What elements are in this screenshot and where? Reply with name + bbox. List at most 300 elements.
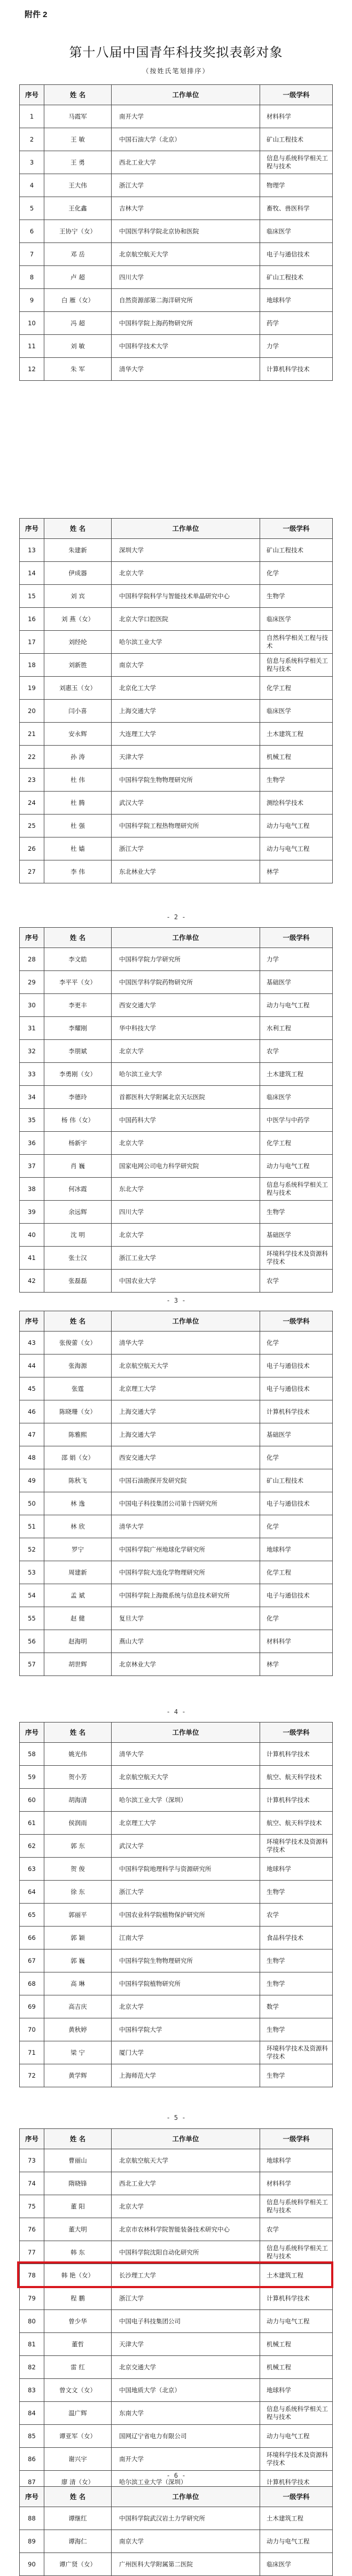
header-org: 工作单位 xyxy=(112,2487,260,2507)
row-number: 54 xyxy=(20,1584,44,1607)
person-name: 张磊磊 xyxy=(44,1270,112,1293)
work-unit: 西北工业大学 xyxy=(112,151,260,174)
table-row xyxy=(20,1607,333,1630)
person-name: 李文皓 xyxy=(44,948,112,971)
work-unit: 浙江大学 xyxy=(112,2287,260,2310)
table-row xyxy=(20,1377,333,1400)
row-number: 68 xyxy=(20,1972,44,1995)
work-unit: 浙江工业大学 xyxy=(112,1247,260,1270)
work-unit: 北京交通大学 xyxy=(112,2356,260,2379)
table-row xyxy=(20,312,333,335)
work-unit: 中国科学院科学与智能技术单晶研究中心 xyxy=(112,585,260,608)
work-unit: 中国科学院广州地球化学研究所 xyxy=(112,1538,260,1561)
work-unit: 西北工业大学 xyxy=(112,2172,260,2195)
person-name: 李勇刚（女） xyxy=(44,1063,112,1086)
discipline: 环境科学技术及资源科学技术 xyxy=(260,1835,333,1858)
table-row xyxy=(20,266,333,289)
person-name: 王 勇 xyxy=(44,151,112,174)
work-unit: 北京航空航天大学 xyxy=(112,1766,260,1789)
work-unit: 厦门大学 xyxy=(112,2041,260,2064)
work-unit: 国网辽宁省电力有限公司 xyxy=(112,2425,260,2448)
row-number: 21 xyxy=(20,723,44,746)
person-name: 谭广贤（女） xyxy=(44,2553,112,2576)
person-name: 董哲 xyxy=(44,2333,112,2356)
table-row xyxy=(20,1132,333,1155)
row-number: 2 xyxy=(20,128,44,151)
person-name: 高吉庆 xyxy=(44,1995,112,2018)
person-name: 谭亚军（女） xyxy=(44,2425,112,2448)
table-row xyxy=(20,2018,333,2041)
work-unit: 中国科学院大连化学物理研究所 xyxy=(112,1561,260,1584)
person-name: 张海源 xyxy=(44,1354,112,1377)
discipline: 电子与通信技术 xyxy=(260,1354,333,1377)
table-row xyxy=(20,1584,333,1607)
row-number: 63 xyxy=(20,1858,44,1881)
table-row xyxy=(20,197,333,220)
table-row xyxy=(20,1446,333,1469)
work-unit: 北京理工大学 xyxy=(112,1812,260,1835)
header-no: 序号 xyxy=(20,928,44,948)
header-field: 一级学科 xyxy=(260,85,333,105)
table-row xyxy=(20,971,333,994)
row-number: 76 xyxy=(20,2218,44,2241)
header-org: 工作单位 xyxy=(112,85,260,105)
work-unit: 天津大学 xyxy=(112,746,260,769)
discipline: 基础医学 xyxy=(260,1224,333,1247)
work-unit: 武汉大学 xyxy=(112,1835,260,1858)
discipline: 材料科学 xyxy=(260,1630,333,1653)
work-unit: 中国电子科技集团公司第十四研究所 xyxy=(112,1492,260,1515)
page-number: - 3 - xyxy=(166,1297,186,1304)
award-table xyxy=(19,2128,333,2494)
discipline: 地球科学 xyxy=(260,2149,333,2172)
work-unit: 中国科学院生物物理研究所 xyxy=(112,769,260,792)
person-name: 杜 伟 xyxy=(44,769,112,792)
work-unit: 深圳大学 xyxy=(112,539,260,562)
person-name: 董大明 xyxy=(44,2218,112,2241)
discipline: 临床医学 xyxy=(260,700,333,723)
discipline: 化学工程 xyxy=(260,1561,333,1584)
discipline: 地球科学 xyxy=(260,1858,333,1881)
discipline: 动力与电气工程 xyxy=(260,1155,333,1178)
table-row xyxy=(20,1201,333,1224)
work-unit: 东北林业大学 xyxy=(112,860,260,883)
row-number: 31 xyxy=(20,1017,44,1040)
work-unit: 中国科学院植物研究所 xyxy=(112,1972,260,1995)
row-number: 12 xyxy=(20,358,44,381)
header-org: 工作单位 xyxy=(112,519,260,539)
award-table xyxy=(19,2486,333,2576)
row-number: 81 xyxy=(20,2333,44,2356)
discipline: 临床医学 xyxy=(260,1086,333,1109)
table-row xyxy=(20,1789,333,1812)
discipline: 基础医学 xyxy=(260,1423,333,1446)
header-org: 工作单位 xyxy=(112,1311,260,1332)
work-unit: 北京大学 xyxy=(112,1995,260,2018)
row-number: 89 xyxy=(20,2530,44,2553)
person-name: 高 琳 xyxy=(44,1972,112,1995)
table-row xyxy=(20,2379,333,2402)
person-name: 马霞军 xyxy=(44,105,112,128)
work-unit: 上海交通大学 xyxy=(112,1400,260,1423)
person-name: 孙 涛 xyxy=(44,746,112,769)
row-number: 39 xyxy=(20,1201,44,1224)
discipline: 地球科学 xyxy=(260,2379,333,2402)
person-name: 郭 颖 xyxy=(44,1927,112,1949)
discipline: 矿山工程技术 xyxy=(260,128,333,151)
person-name: 张霆 xyxy=(44,1377,112,1400)
page-number: - 5 - xyxy=(166,2114,186,2121)
work-unit: 四川大学 xyxy=(112,266,260,289)
discipline: 生物学 xyxy=(260,1949,333,1972)
discipline: 农学 xyxy=(260,1040,333,1063)
discipline: 化学 xyxy=(260,1607,333,1630)
person-name: 白 雁（女） xyxy=(44,289,112,312)
person-name: 林 欣 xyxy=(44,1515,112,1538)
header-name: 姓 名 xyxy=(44,85,112,105)
table-row xyxy=(20,539,333,562)
work-unit: 北京大学 xyxy=(112,1224,260,1247)
discipline: 化学 xyxy=(260,1515,333,1538)
header-no: 序号 xyxy=(20,2129,44,2149)
header-org: 工作单位 xyxy=(112,2129,260,2149)
discipline: 林学 xyxy=(260,860,333,883)
row-number: 82 xyxy=(20,2356,44,2379)
person-name: 谢兴宇 xyxy=(44,2448,112,2471)
work-unit: 中国石油勘探开发研究院 xyxy=(112,1469,260,1492)
discipline: 土木建筑工程 xyxy=(260,2507,333,2530)
person-name: 林 逸 xyxy=(44,1492,112,1515)
discipline: 航空、航天科学技术 xyxy=(260,1812,333,1835)
award-table xyxy=(19,518,333,883)
row-number: 30 xyxy=(20,994,44,1017)
discipline: 土木建筑工程 xyxy=(260,1063,333,1086)
discipline: 动力与电气工程 xyxy=(260,815,333,837)
work-unit: 南开大学 xyxy=(112,2448,260,2471)
work-unit: 复旦大学 xyxy=(112,1607,260,1630)
header-name: 姓 名 xyxy=(44,1311,112,1332)
table-row xyxy=(20,654,333,677)
table-header-row xyxy=(20,85,333,105)
row-number: 34 xyxy=(20,1086,44,1109)
person-name: 雷 红 xyxy=(44,2356,112,2379)
table-row xyxy=(20,1224,333,1247)
table-row xyxy=(20,2218,333,2241)
person-name: 李德玲 xyxy=(44,1086,112,1109)
work-unit: 武汉大学 xyxy=(112,792,260,815)
table-row xyxy=(20,128,333,151)
row-number: 28 xyxy=(20,948,44,971)
work-unit: 哈尔滨工业大学 xyxy=(112,1063,260,1086)
page-number: - 2 - xyxy=(166,913,186,921)
row-number: 56 xyxy=(20,1630,44,1653)
row-number: 37 xyxy=(20,1155,44,1178)
table-row xyxy=(20,837,333,860)
person-name: 贺小芳 xyxy=(44,1766,112,1789)
header-org: 工作单位 xyxy=(112,1722,260,1743)
discipline: 化学工程 xyxy=(260,677,333,700)
row-number: 9 xyxy=(20,289,44,312)
header-name: 姓 名 xyxy=(44,519,112,539)
row-number: 27 xyxy=(20,860,44,883)
person-name: 安永辉 xyxy=(44,723,112,746)
award-table xyxy=(19,84,333,381)
table-row xyxy=(20,1017,333,1040)
row-number: 11 xyxy=(20,335,44,358)
row-number: 65 xyxy=(20,1904,44,1927)
header-name: 姓 名 xyxy=(44,1722,112,1743)
person-name: 杜 腾 xyxy=(44,792,112,815)
row-number: 8 xyxy=(20,266,44,289)
row-number: 45 xyxy=(20,1377,44,1400)
work-unit: 大连理工大学 xyxy=(112,723,260,746)
table-row xyxy=(20,1155,333,1178)
discipline: 动力与电气工程 xyxy=(260,837,333,860)
table-row xyxy=(20,1400,333,1423)
highlight-box-row-78 xyxy=(17,2261,333,2288)
table-header-row xyxy=(20,1311,333,1332)
table-row xyxy=(20,1040,333,1063)
person-name: 杨 伟（女） xyxy=(44,1109,112,1132)
table-row xyxy=(20,2333,333,2356)
person-name: 孟 斌 xyxy=(44,1584,112,1607)
header-field: 一级学科 xyxy=(260,1311,333,1332)
row-number: 46 xyxy=(20,1400,44,1423)
table-row xyxy=(20,746,333,769)
header-name: 姓 名 xyxy=(44,928,112,948)
table-row xyxy=(20,1904,333,1927)
table-row xyxy=(20,243,333,266)
table-row xyxy=(20,335,333,358)
discipline: 机械工程 xyxy=(260,2333,333,2356)
row-number: 18 xyxy=(20,654,44,677)
row-number: 78 xyxy=(20,2264,44,2287)
row-number: 48 xyxy=(20,1446,44,1469)
table-row xyxy=(20,1812,333,1835)
table-row xyxy=(20,1972,333,1995)
row-number: 36 xyxy=(20,1132,44,1155)
table-row xyxy=(20,1178,333,1201)
work-unit: 北京大学 xyxy=(112,1040,260,1063)
discipline: 电子与通信技术 xyxy=(260,1377,333,1400)
person-name: 韩 艳（女） xyxy=(44,2264,112,2287)
row-number: 61 xyxy=(20,1812,44,1835)
table-row xyxy=(20,289,333,312)
discipline: 生物学 xyxy=(260,2064,333,2087)
discipline: 化学 xyxy=(260,562,333,585)
row-number: 20 xyxy=(20,700,44,723)
discipline: 动力与电气工程 xyxy=(260,2425,333,2448)
table-header-row xyxy=(20,1722,333,1743)
work-unit: 中国科学院武汉岩土力学研究所 xyxy=(112,2507,260,2530)
person-name: 徐 东 xyxy=(44,1881,112,1904)
discipline: 信息与系统科学相关工程与技术 xyxy=(260,1178,333,1201)
discipline: 基础医学 xyxy=(260,971,333,994)
table-row xyxy=(20,1858,333,1881)
table-header-row xyxy=(20,2487,333,2507)
row-number: 3 xyxy=(20,151,44,174)
table-row xyxy=(20,1927,333,1949)
row-number: 42 xyxy=(20,1270,44,1293)
work-unit: 北京化工大学 xyxy=(112,677,260,700)
work-unit: 北京市农林科学院智能装备技术研究中心 xyxy=(112,2218,260,2241)
person-name: 周建新 xyxy=(44,1561,112,1584)
discipline: 化学 xyxy=(260,1332,333,1354)
row-number: 62 xyxy=(20,1835,44,1858)
discipline: 材料科学 xyxy=(260,105,333,128)
table-row xyxy=(20,1492,333,1515)
person-name: 杜 强 xyxy=(44,815,112,837)
work-unit: 哈尔滨工业大学（深圳） xyxy=(112,1789,260,1812)
person-name: 王协宁（女） xyxy=(44,220,112,243)
table-row xyxy=(20,105,333,128)
person-name: 曾文文（女） xyxy=(44,2379,112,2402)
discipline: 临床医学 xyxy=(260,608,333,631)
discipline: 中医学与中药学 xyxy=(260,1109,333,1132)
award-table xyxy=(19,1722,333,2087)
discipline: 林学 xyxy=(260,1653,333,1676)
discipline: 信息与系统科学相关工程与技术 xyxy=(260,2241,333,2264)
person-name: 程 鹏 xyxy=(44,2287,112,2310)
person-name: 王 敏 xyxy=(44,128,112,151)
discipline: 生物学 xyxy=(260,1201,333,1224)
person-name: 刘经纶 xyxy=(44,631,112,654)
work-unit: 清华大学 xyxy=(112,358,260,381)
row-number: 25 xyxy=(20,815,44,837)
work-unit: 浙江大学 xyxy=(112,837,260,860)
discipline: 机械工程 xyxy=(260,2356,333,2379)
row-number: 19 xyxy=(20,677,44,700)
work-unit: 中国科学院力学研究所 xyxy=(112,948,260,971)
table-row xyxy=(20,2530,333,2553)
person-name: 郭丽平 xyxy=(44,1904,112,1927)
row-number: 26 xyxy=(20,837,44,860)
discipline: 土木建筑工程 xyxy=(260,723,333,746)
discipline: 环境科学技术及资源科学技术 xyxy=(260,2041,333,2064)
work-unit: 中国药科大学 xyxy=(112,1109,260,1132)
discipline: 生物学 xyxy=(260,2018,333,2041)
discipline: 计算机科学技术 xyxy=(260,1400,333,1423)
person-name: 李 伟 xyxy=(44,860,112,883)
table-row xyxy=(20,2507,333,2530)
work-unit: 首都医科大学附属北京天坛医院 xyxy=(112,1086,260,1109)
work-unit: 浙江大学 xyxy=(112,174,260,197)
work-unit: 广州医科大学附属第二医院 xyxy=(112,2553,260,2576)
discipline: 生物学 xyxy=(260,769,333,792)
table-row xyxy=(20,860,333,883)
table-row xyxy=(20,2356,333,2379)
work-unit: 哈尔滨工业大学 xyxy=(112,631,260,654)
table-row xyxy=(20,2149,333,2172)
row-number: 83 xyxy=(20,2379,44,2402)
table-row xyxy=(20,700,333,723)
person-name: 刘 宾 xyxy=(44,585,112,608)
work-unit: 国家电网公司电力科学研究院 xyxy=(112,1155,260,1178)
row-number: 33 xyxy=(20,1063,44,1086)
table-row xyxy=(20,723,333,746)
header-field: 一级学科 xyxy=(260,2129,333,2149)
table-row xyxy=(20,769,333,792)
header-no: 序号 xyxy=(20,1311,44,1332)
person-name: 温广辉 xyxy=(44,2402,112,2425)
person-name: 李更丰 xyxy=(44,994,112,1017)
row-number: 32 xyxy=(20,1040,44,1063)
table-row xyxy=(20,1653,333,1676)
discipline: 航空、航天科学技术 xyxy=(260,1766,333,1789)
page-number: - 4 - xyxy=(166,1708,186,1716)
header-org: 工作单位 xyxy=(112,928,260,948)
discipline: 动力与电气工程 xyxy=(260,994,333,1017)
row-number: 5 xyxy=(20,197,44,220)
row-number: 85 xyxy=(20,2425,44,2448)
work-unit: 中国农业科学院植物保护研究所 xyxy=(112,1904,260,1927)
person-name: 朱 军 xyxy=(44,358,112,381)
work-unit: 北京航空航天大学 xyxy=(112,243,260,266)
row-number: 24 xyxy=(20,792,44,815)
row-number: 77 xyxy=(20,2241,44,2264)
row-number: 35 xyxy=(20,1109,44,1132)
person-name: 胡海清 xyxy=(44,1789,112,1812)
work-unit: 中国农业大学 xyxy=(112,1270,260,1293)
person-name: 张俊蕾（女） xyxy=(44,1332,112,1354)
table-row xyxy=(20,1332,333,1354)
table-row xyxy=(20,1949,333,1972)
person-name: 邵 娟（女） xyxy=(44,1446,112,1469)
header-no: 序号 xyxy=(20,1722,44,1743)
table-row xyxy=(20,792,333,815)
table-row xyxy=(20,2287,333,2310)
discipline: 土木建筑工程 xyxy=(260,2264,333,2287)
work-unit: 中国科学院上海微系统与信息技术研究所 xyxy=(112,1584,260,1607)
work-unit: 中国医学科学院药物研究所 xyxy=(112,971,260,994)
discipline: 信息与系统科学相关工程与技术 xyxy=(260,654,333,677)
table-row xyxy=(20,1766,333,1789)
table-row xyxy=(20,1247,333,1270)
table-row xyxy=(20,562,333,585)
discipline: 农学 xyxy=(260,1270,333,1293)
discipline: 生物学 xyxy=(260,585,333,608)
work-unit: 北京大学 xyxy=(112,562,260,585)
row-number: 43 xyxy=(20,1332,44,1354)
row-number: 90 xyxy=(20,2553,44,2576)
row-number: 44 xyxy=(20,1354,44,1377)
person-name: 谭继红 xyxy=(44,2507,112,2530)
work-unit: 北京航空航天大学 xyxy=(112,1354,260,1377)
row-number: 55 xyxy=(20,1607,44,1630)
row-number: 53 xyxy=(20,1561,44,1584)
table-row xyxy=(20,1515,333,1538)
row-number: 51 xyxy=(20,1515,44,1538)
discipline: 化学 xyxy=(260,1446,333,1469)
header-no: 序号 xyxy=(20,85,44,105)
row-number: 79 xyxy=(20,2287,44,2310)
person-name: 黄秋婷 xyxy=(44,2018,112,2041)
person-name: 赵 健 xyxy=(44,1607,112,1630)
work-unit: 北京林业大学 xyxy=(112,1653,260,1676)
discipline: 食品科学技术 xyxy=(260,1927,333,1949)
person-name: 胡世辉 xyxy=(44,1653,112,1676)
person-name: 沈 明 xyxy=(44,1224,112,1247)
person-name: 侯润雨 xyxy=(44,1812,112,1835)
discipline: 临床医学 xyxy=(260,2553,333,2576)
discipline: 测绘科学技术 xyxy=(260,792,333,815)
row-number: 80 xyxy=(20,2310,44,2333)
table-row xyxy=(20,151,333,174)
table-row xyxy=(20,358,333,381)
row-number: 4 xyxy=(20,174,44,197)
row-number: 29 xyxy=(20,971,44,994)
table-header-row xyxy=(20,928,333,948)
